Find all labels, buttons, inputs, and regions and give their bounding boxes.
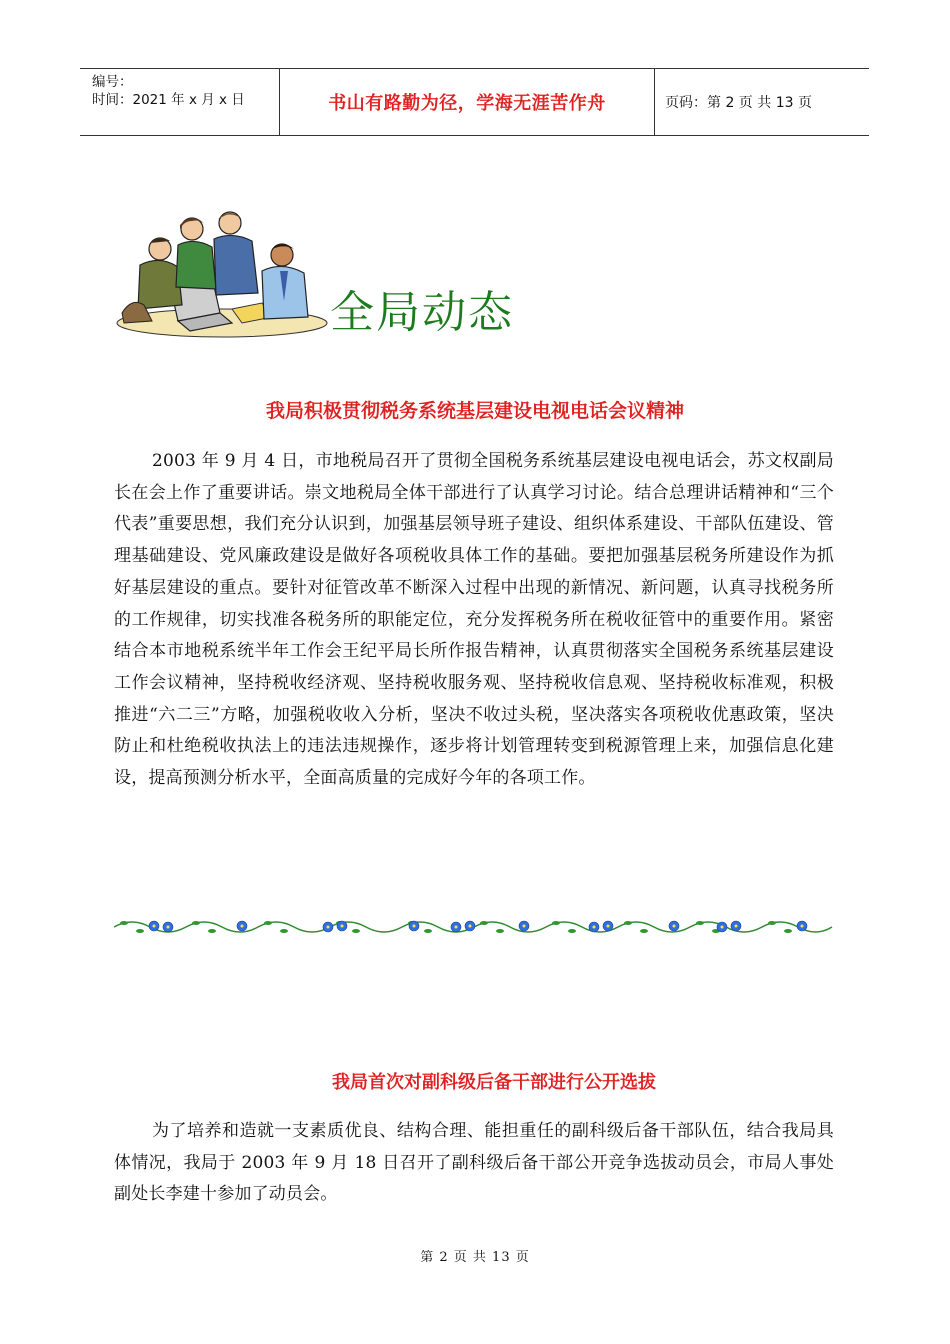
article1-title: 我局积极贯彻税务系统基层建设电视电话会议精神 xyxy=(265,400,684,422)
header-page-info: 页码：第 2 页 共 13 页 xyxy=(665,95,812,111)
flower-vine-icon xyxy=(112,914,834,940)
header-date: 时间：2021 年 x 月 x 日 xyxy=(92,92,245,108)
page-footer: 第 2 页 共 13 页 xyxy=(420,1250,530,1265)
header-number-label: 编号： xyxy=(92,74,133,90)
article2-body: 为了培养和造就一支素质优良、结构合理、能担重任的副科级后备干部队伍，结合我局具体情况，我局于 2003 年 9 月 18 日召开了副科级后备干部公开竞争选拔动员会，市局人事处副处长李建十参加了动员会。 xyxy=(114,1121,834,1205)
section-heading: 全局动态 xyxy=(330,287,514,338)
business-team-icon xyxy=(112,205,332,340)
page-header xyxy=(80,68,869,136)
article1-body: 2003 年 9 月 4 日，市地税局召开了贯彻全国税务系统基层建设电视电话会，苏文权副局长在会上作了重要讲话。崇文地税局全体干部进行了认真学习讨论。结合总理讲话精神和“三个代表”重要思想，我们充分认识到，加强基层领导班子建设、组织体系建设、干部队伍建设、管理基础建设、党风廉政建设是做好各项税收具体工作的基础。要把加强基层税务所建设作为抓好基层建设的重点。要针对征管改革不断深入过程中出现的新情况、新问题，认真寻找税务所的工作规律，切实找准各税务所的职能定位，充分发挥税务所在税收征管中的重要作用。紧密结合本市地税系统半年工作会王纪平局长所作报告精神，认真贯彻落实全国税务系统基层建设工作会议精神，坚持税收经济观、坚持税收服务观、坚持税收信息观、坚持税收标准观，积极推进“六二三”方略，加强税收收入分析，坚决不收过头税，坚决落实各项税收优惠政策，坚决防止和杜绝税收执法上的违法违规操作，逐步将计划管理转变到税源管理上来，加强信息化建设，提高预测分析水平，全面高质量的完成好今年的各项工作。 xyxy=(114,451,834,789)
article2-title: 我局首次对副科级后备干部进行公开选拔 xyxy=(332,1072,656,1093)
header-motto: 书山有路勤为径，学海无涯苦作舟 xyxy=(280,69,655,135)
header-meta xyxy=(80,69,280,135)
